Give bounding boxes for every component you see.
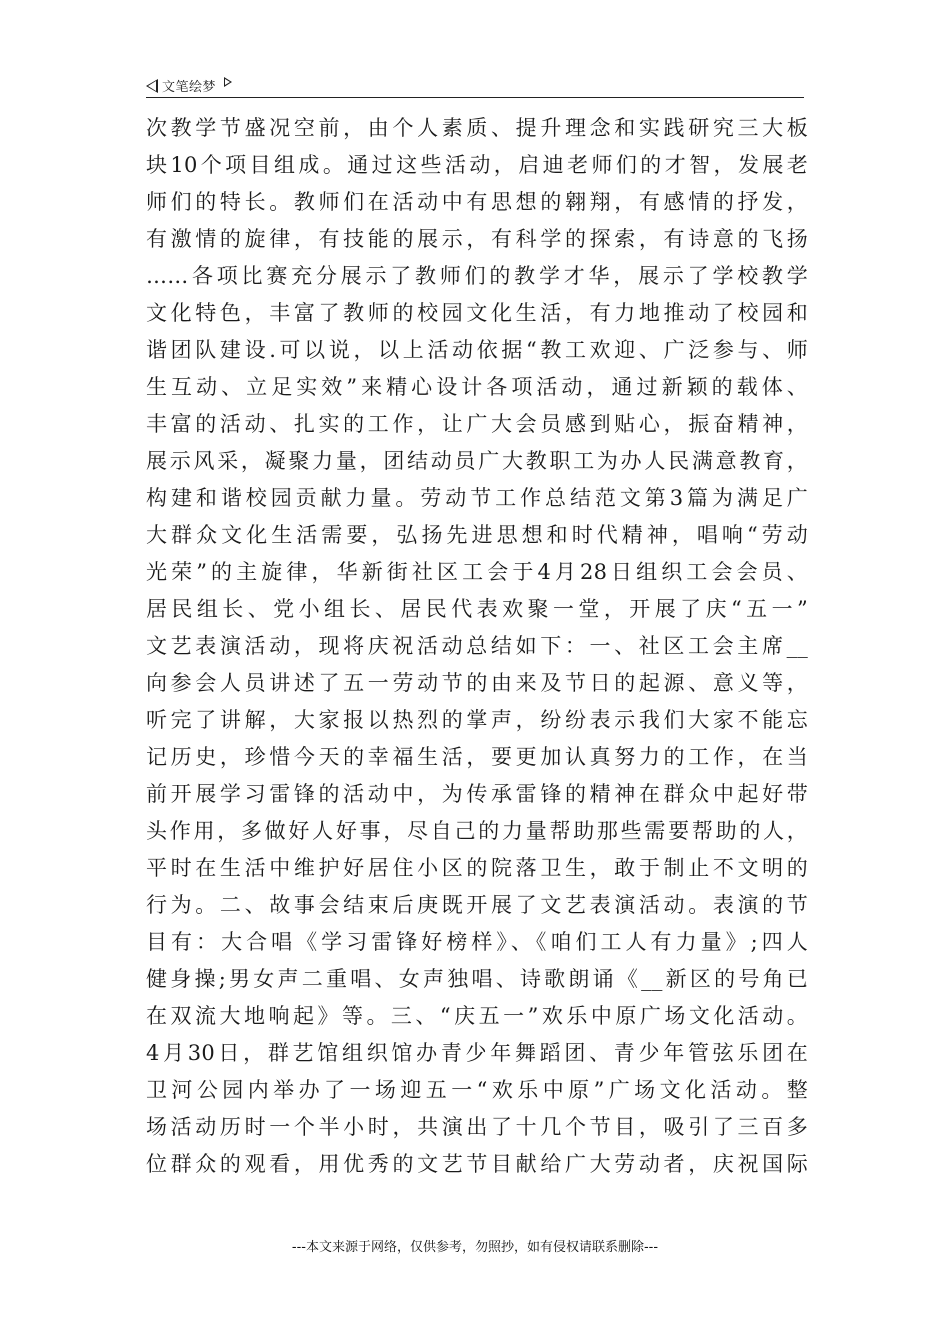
text-line: 前开展学习雷锋的活动中，为传承雷锋的精神在群众中起好带 bbox=[146, 782, 808, 806]
document-body bbox=[146, 110, 808, 1183]
text-line: 次教学节盛况空前，由个人素质、提升理念和实践研究三大板 bbox=[146, 116, 808, 140]
page-header bbox=[146, 74, 804, 98]
text-line: 师们的特长。教师们在活动中有思想的翱翔，有感情的抒发， bbox=[146, 190, 808, 214]
text-line: 向参会人员讲述了五一劳动节的由来及节日的起源、意义等， bbox=[146, 671, 808, 695]
text-line: 目有：大合唱《学习雷锋好榜样》、《咱们工人有力量》;四人 bbox=[146, 930, 808, 954]
text-line: 生互动、立足实效”来精心设计各项活动，通过新颖的载体、 bbox=[146, 375, 808, 399]
text-line: 大群众文化生活需要，弘扬先进思想和时代精神，唱响“劳动 bbox=[146, 523, 808, 547]
text-line: 文化特色，丰富了教师的校园文化生活，有力地推动了校园和 bbox=[146, 301, 808, 325]
text-line: 场活动历时一个半小时，共演出了十几个节目，吸引了三百多 bbox=[146, 1115, 808, 1139]
text-line: 听完了讲解，大家报以热烈的掌声，纷纷表示我们大家不能忘 bbox=[146, 708, 808, 732]
triangle-right-icon bbox=[224, 77, 232, 87]
text-line: 文艺表演活动，现将庆祝活动总结如下：一、社区工会主席__ bbox=[146, 634, 808, 658]
triangle-left-icon bbox=[146, 79, 158, 93]
text-line: 健身操;男女声二重唱、女声独唱、诗歌朗诵《__新区的号角已 bbox=[146, 967, 808, 991]
text-line: 位群众的观看，用优秀的文艺节目献给广大劳动者，庆祝国际 bbox=[146, 1152, 808, 1176]
text-line: 谐团队建设.可以说，以上活动依据“教工欢迎、广泛参与、师 bbox=[146, 338, 808, 362]
text-line: ……各项比赛充分展示了教师们的教学才华，展示了学校教学 bbox=[146, 264, 808, 288]
text-line: 展示风采，凝聚力量，团结动员广大教职工为办人民满意教育， bbox=[146, 449, 808, 473]
text-line: 平时在生活中维护好居住小区的院落卫生，敢于制止不文明的 bbox=[146, 856, 808, 880]
text-line: 有激情的旋律，有技能的展示，有科学的探索，有诗意的飞扬 bbox=[146, 227, 808, 251]
footer-notice: ---本文来源于网络，仅供参考，勿照抄，如有侵权请联系删除--- bbox=[291, 1240, 659, 1255]
text-line: 光荣”的主旋律，华新街社区工会于4月28日组织工会会员、 bbox=[146, 560, 808, 584]
text-line: 块10个项目组成。通过这些活动，启迪老师们的才智，发展老 bbox=[146, 153, 808, 177]
text-line: 4月30日，群艺馆组织馆办青少年舞蹈团、青少年管弦乐团在 bbox=[146, 1041, 808, 1065]
text-line: 行为。二、故事会结束后庚既开展了文艺表演活动。表演的节 bbox=[146, 893, 808, 917]
text-line: 在双流大地响起》等。三、“庆五一”欢乐中原广场文化活动。 bbox=[146, 1004, 808, 1028]
text-line: 卫河公园内举办了一场迎五一“欢乐中原”广场文化活动。整 bbox=[146, 1078, 808, 1102]
text-line: 头作用，多做好人好事，尽自己的力量帮助那些需要帮助的人， bbox=[146, 819, 808, 843]
text-line: 丰富的活动、扎实的工作，让广大会员感到贴心，振奋精神， bbox=[146, 412, 808, 436]
text-line: 记历史，珍惜今天的幸福生活，要更加认真努力的工作，在当 bbox=[146, 745, 808, 769]
header-brand: 文笔绘梦 bbox=[162, 80, 217, 95]
text-line: 居民组长、党小组长、居民代表欢聚一堂，开展了庆“五一” bbox=[146, 597, 808, 621]
text-line: 构建和谐校园贡献力量。劳动节工作总结范文第3篇为满足广 bbox=[146, 486, 808, 510]
